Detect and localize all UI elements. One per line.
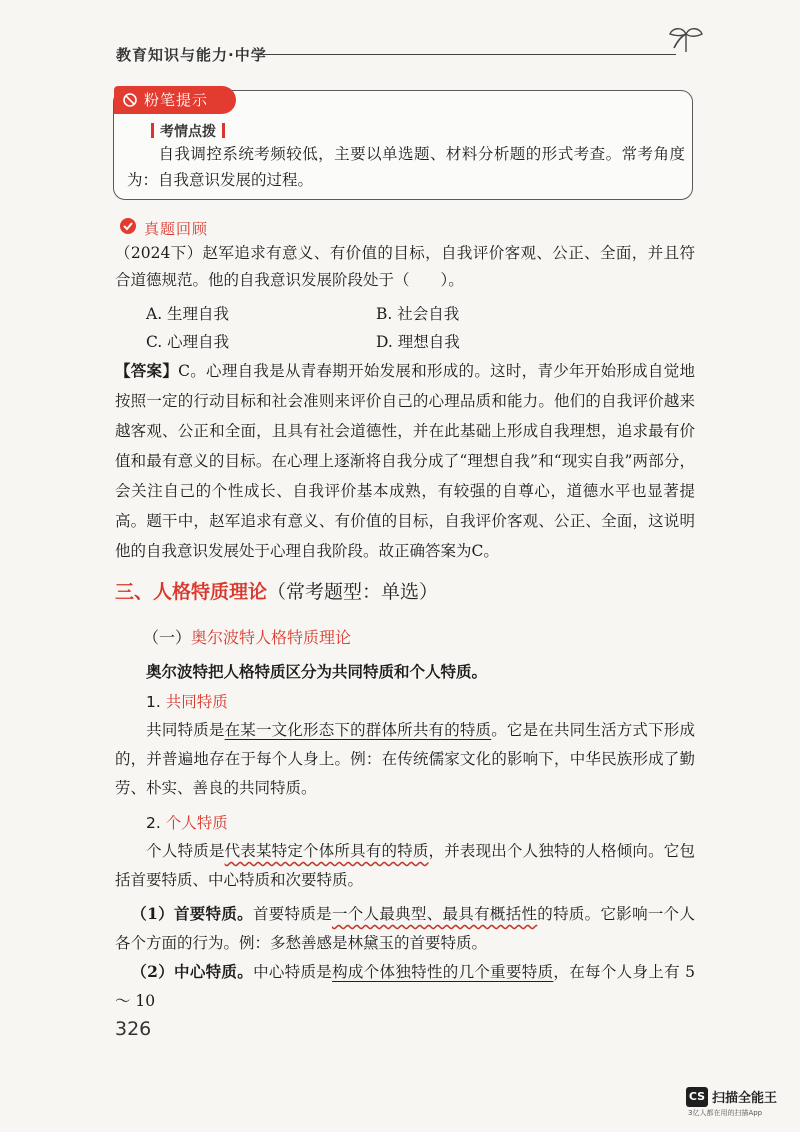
exam-review-icon <box>118 216 138 236</box>
section-heading: 三、人格特质理论（常考题型：单选） <box>115 581 439 603</box>
tip-text: 自我调控系统考频较低，主要以单选题、材料分析题的形式考查。常考角度为：自我意识发展的过程。 <box>127 145 685 189</box>
subsection-heading: （一）奥尔波特人格特质理论 <box>143 628 352 647</box>
scanner-app-tagline: 3亿人都在用的扫描App <box>688 1109 763 1117</box>
central-trait-paragraph: （2）中心特质。中心特质是构成个体独特性的几个重要特质，在每个人身上有 5 ～ 10 <box>115 962 695 1010</box>
no-sign-icon <box>122 92 138 108</box>
item2-heading: 2. 个人特质 <box>146 814 228 832</box>
option-b: B. 社会自我 <box>376 305 460 323</box>
item1-heading: 1. 共同特质 <box>146 693 228 711</box>
answer-paragraph <box>115 356 695 566</box>
running-header-title: 教育知识与能力·中学 <box>116 46 267 64</box>
answer-label: 【答案】 <box>115 361 179 380</box>
scanner-logo-icon: CS <box>686 1087 708 1107</box>
item1-paragraph: 共同特质是在某一文化形态下的群体所共有的特质。它是在共同生活方式下形成的，并普遍地存在于每个人身上。例：在传统儒家文化的影响下，中华民族形成了勤劳、朴实、善良的共同特质。 <box>115 721 695 797</box>
tip-tag: 粉笔提示 <box>114 86 236 114</box>
question-heading: 真题回顾 <box>144 220 209 238</box>
answer-text: C。心理自我是从青春期开始发展和形成的。这时，青少年开始形成自觉地按照一定的行动目标和社会准则来评价自己的心理品质和能力。他们的自我评价越来越客观、公正和全面，且具有社会道德性，并在此基础上形成自我理想，追求最有价值和最有意义的目标。在心理上逐渐将自我分成了“理想自我”和“现实自我”两部分，会关注自己的个性成长、自我评价基本成熟，有较强的自尊心，道德水平也显著提高。题干中，赵军追求有意义、有价值的目标，自我评价客观、公正、全面，这说明他的自我意识发展处于心理自我阶段。故正确答案为C。 <box>115 362 695 560</box>
option-c: C. 心理自我 <box>146 333 230 351</box>
option-a: A. 生理自我 <box>146 305 230 323</box>
tip-subtitle: 考情点拨 <box>160 121 216 141</box>
question-stem: （2024下）赵军追求有意义、有价值的目标，自我评价客观、公正、全面，并且符合道德规范。他的自我意识发展阶段处于（ ）。 <box>115 244 695 289</box>
intro-paragraph: 奥尔波特把人格特质区分为共同特质和个人特质。 <box>146 662 488 681</box>
sprout-icon <box>664 26 704 60</box>
scanner-app-name: 扫描全能王 <box>712 1091 778 1106</box>
option-d: D. 理想自我 <box>376 333 460 351</box>
item2-paragraph: 个人特质是代表某特定个体所具有的特质，并表现出个人独特的人格倾向。它包括首要特质、中心特质和次要特质。 <box>115 842 695 889</box>
page-number: 326 <box>115 1018 152 1040</box>
primary-trait-paragraph: （1）首要特质。首要特质是一个人最典型、最具有概括性的特质。它影响一个人各个方面的行为。例：多愁善感是林黛玉的首要特质。 <box>115 904 695 952</box>
header-rule <box>256 54 676 55</box>
